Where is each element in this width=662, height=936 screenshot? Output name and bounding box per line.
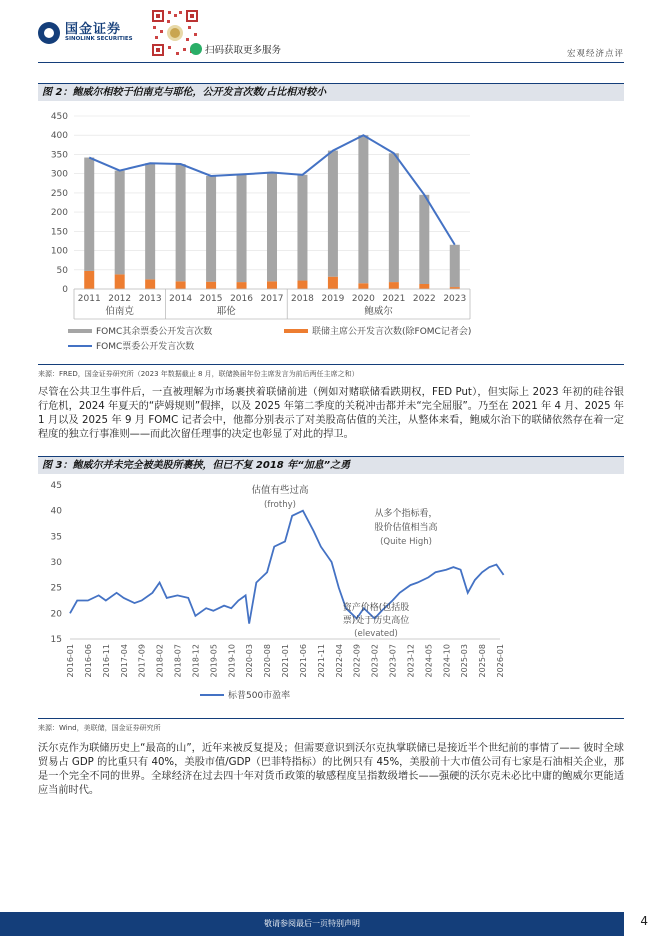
y-tick-label: 0 [62,285,68,295]
y-tick-label: 200 [50,208,68,219]
body-paragraph-1: 尽管在公共卫生事件后，一直被理解为市场裹挟着联储前进（例如对赌联储看跌期权，FED Put），但实际上 2023 年初的硅谷银行危机，2024 年夏天的“萨姆规则”假摔，以及 2025 年第二季度的关税冲击都并未“完全屈服”。乃至在 2021 年 4 月、2025 年 1 月以及 2025 年 9 月 FOMC 记者会中，他都分别表示了对美股高估值的关注，从整体来看，鲍威尔治下的联储依然存在着一定程度的独立行事准则——而此次留任理事的决定也彰显了对此的捍卫。 [38,387,624,440]
bar-chair-speeches [358,283,368,289]
bar-other-voters [358,135,368,283]
y-tick-label: 300 [50,169,68,180]
x-tick-label: 2021 [382,294,406,304]
x-tick-label: 2016 [230,294,253,304]
bar-other-voters [84,158,94,271]
y-tick-label: 250 [50,188,68,199]
annotation-label: 估值有些过高 [251,485,309,496]
x-tick-label: 2023 [443,294,467,304]
annotation-label: (frothy) [264,500,296,510]
legend-label: 标普500市盈率 [228,691,291,701]
bar-other-voters [389,153,399,282]
group-label: 耶伦 [216,306,236,317]
x-tick-label: 2016-06 [83,644,93,678]
group-label: 鲍威尔 [364,306,393,317]
scan-prompt: 扫码获取更多服务 [205,45,282,56]
annotation-label: (elevated) [354,629,398,639]
x-tick-label: 2024-05 [424,644,434,678]
logo-icon [38,22,60,44]
x-tick-label: 2018-07 [173,644,183,678]
x-tick-label: 2023-12 [406,644,416,678]
bar-chair-speeches [419,284,429,289]
x-tick-label: 2022-04 [334,644,344,678]
y-tick-label: 20 [50,609,62,620]
x-tick-label: 2023-02 [370,644,380,678]
figure3-title: 图 3：鲍威尔并未完全被美股所裹挟，但已不复 2018 年“加息”之勇 [38,456,624,474]
y-tick-label: 100 [50,246,68,257]
header-divider [38,62,624,63]
figure2-source: 来源：FRED，国金证券研究所（2023 年数据截止 8 月，联储换届年份主席发言为前后两任主席之和） [38,364,624,379]
x-tick-label: 2019-05 [209,644,219,678]
section-label: 宏观经济点评 [566,49,624,59]
y-tick-label: 45 [50,481,62,491]
bar-chair-speeches [328,277,338,289]
figure3-source: 来源：Wind，美联储，国金证券研究所 [38,718,624,733]
figure2-title: 图 2：鲍威尔相较于伯南克与耶伦，公开发言次数/占比相对较小 [38,83,624,101]
brand-logo [38,22,133,44]
bar-other-voters [176,164,186,281]
x-tick-label: 2016-01 [66,644,75,678]
bar-other-voters [419,195,429,284]
x-tick-label: 2017-04 [119,644,129,678]
x-tick-label: 2016-11 [101,644,111,678]
annotation-label: 股价估值相当高 [374,523,438,533]
y-tick-label: 40 [50,506,62,517]
x-tick-label: 2025-03 [460,644,470,678]
x-tick-label: 2011 [77,294,101,304]
bar-chair-speeches [145,279,155,289]
bar-chair-speeches [267,281,277,289]
x-tick-label: 2020 [351,294,375,304]
bar-other-voters [267,173,277,282]
x-tick-label: 2021-11 [316,644,326,678]
figure3-chart [38,477,624,709]
x-tick-label: 2018-12 [191,644,201,678]
x-tick-label: 2022 [412,294,436,304]
wechat-icon [190,43,202,55]
annotation-label: (Quite High) [380,537,432,547]
y-tick-label: 25 [50,583,62,594]
y-tick-label: 350 [50,150,68,161]
legend-label: FOMC票委公开发言次数 [96,342,195,352]
bar-chair-speeches [176,281,186,289]
legend-swatch-chair [284,329,308,333]
bar-chair-speeches [297,281,307,289]
x-tick-label: 2023-07 [388,644,398,678]
footer-disclaimer: 敬请参阅最后一页特别声明 [264,919,360,928]
bar-other-voters [450,245,460,287]
x-tick-label: 2017-09 [137,644,147,678]
line-sp500-pe [70,511,504,624]
bar-other-voters [145,163,155,279]
y-tick-label: 30 [50,558,62,568]
x-tick-label: 2014 [169,294,193,304]
logo-name-cn: 国金证券 [65,22,122,38]
x-tick-label: 2025-08 [478,644,488,678]
bar-chair-speeches [84,271,94,289]
bar-other-voters [206,176,216,282]
bar-other-voters [237,174,247,282]
x-tick-label: 2018 [291,294,314,304]
x-tick-label: 2022-09 [352,644,362,678]
bar-chair-speeches [389,282,399,289]
y-tick-label: 150 [50,227,68,238]
y-tick-label: 15 [50,635,62,645]
x-tick-label: 2018-02 [155,644,165,678]
bar-chair-speeches [115,274,125,289]
legend-label: FOMC其余票委公开发言次数 [96,327,213,337]
annotation-label: 资产价格(包括股 [342,603,410,613]
x-tick-label: 2012 [108,294,132,304]
x-tick-label: 2021-06 [298,644,308,678]
logo-name-en: SINOLINK SECURITIES [65,35,133,42]
figure2-chart [38,104,624,362]
x-tick-label: 2019 [321,294,345,304]
bar-chair-speeches [206,282,216,289]
x-tick-label: 2015 [199,294,223,304]
y-tick-label: 450 [50,112,68,122]
annotation-label: 票)处于历史高位 [342,616,410,626]
bar-other-voters [297,175,307,281]
x-tick-label: 2020-08 [263,644,273,678]
x-tick-label: 2013 [138,294,162,304]
y-tick-label: 35 [50,532,62,543]
y-tick-label: 400 [50,131,68,142]
bar-chair-speeches [237,282,247,289]
legend-label: 联储主席公开发言次数(除FOMC记者会) [312,327,472,337]
x-tick-label: 2021-01 [281,644,290,678]
y-tick-label: 50 [56,265,68,276]
annotation-label: 从多个指标看， [374,509,438,519]
x-tick-label: 2026-01 [496,644,505,678]
group-label: 伯南克 [105,306,134,317]
page-number: 4 [640,914,648,928]
x-tick-label: 2020-03 [245,644,255,678]
x-tick-label: 2024-10 [442,644,452,678]
body-paragraph-2: 沃尔克作为联储历史上“最高的山”，近年来被反复提及；但需要意识到沃尔克执掌联储已是接近半个世纪前的事情了—— 彼时全球贸易占 GDP 的比重只有 40%，美股市值/GDP（巴菲特指标）的比例只有 45%，美股前十大市值公司有七家是石油相关企业，那是一个完全不同的世界。全球经济在过去四十年对货币政策的敏感程度呈指数级增长——强硬的沃尔克未必比中庸的鲍威尔更能适应当前时代。 [38,743,624,796]
bar-other-voters [328,151,338,277]
legend-swatch-other [68,329,92,333]
x-tick-label: 2019-10 [227,644,237,678]
x-tick-label: 2017 [260,294,284,304]
bar-other-voters [115,171,125,275]
